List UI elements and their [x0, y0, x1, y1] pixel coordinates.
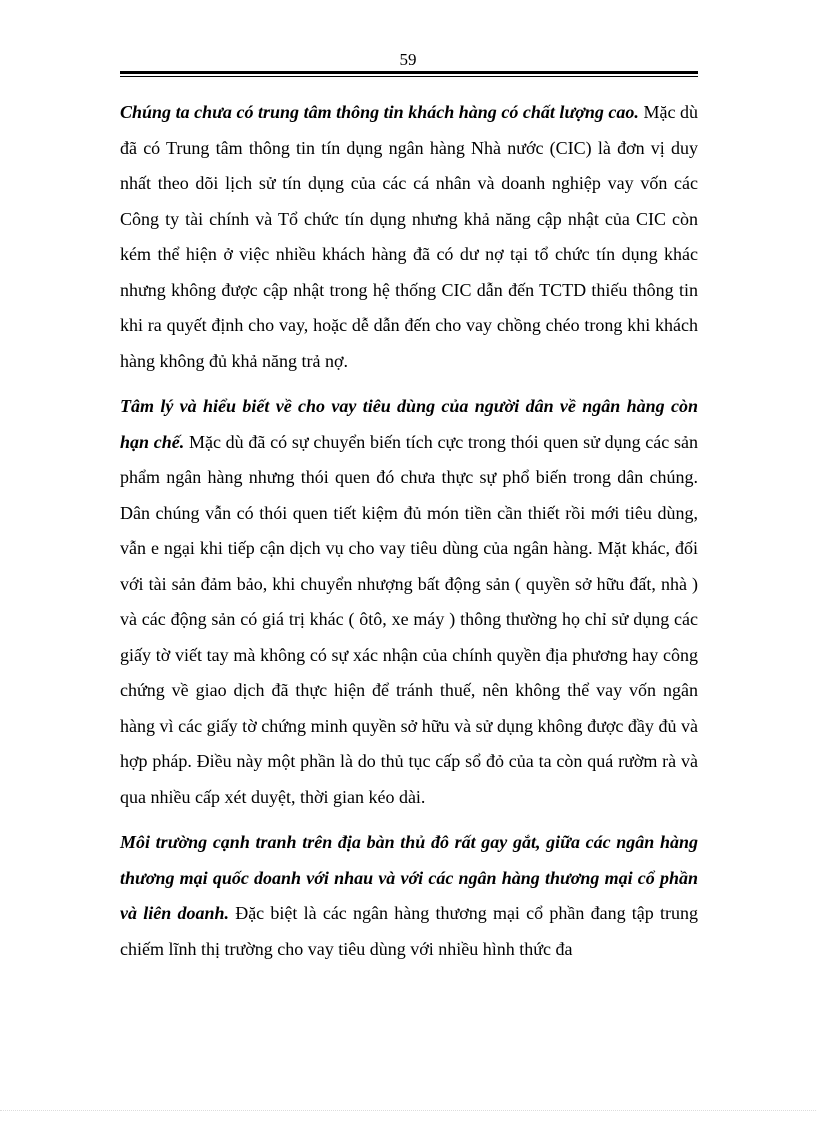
header-rule-thin — [120, 76, 698, 77]
paragraph-body: Mặc dù đã có sự chuyển biến tích cực trong thói quen sử dụng các sản phẩm ngân hàng nhưng thói quen đó chưa thực sự phổ biến trong dân chúng. Dân chúng vẫn có thói quen tiết kiệm đủ món tiền cần thiết rồi mới tiêu dùng, vẫn e ngại khi tiếp cận dịch vụ cho vay tiêu dùng của ngân hàng. Mặt khác, đối với tài sản đảm bảo, khi chuyển nhượng bất động sản ( quyền sở hữu đất, nhà ) và các động sản có giá trị khác ( ôtô, xe máy ) thông thường họ chỉ sử dụng các giấy tờ viết tay mà không có sự xác nhận của chính quyền địa phương hay công chứng về giao dịch đã thực hiện để tránh thuế, nên không thể vay vốn ngân hàng vì các giấy tờ chứng minh quyền sở hữu và sử dụng không được đầy đủ và hợp pháp. Điều này một phần là do thủ tục cấp sổ đỏ của ta còn quá rườm rà và qua nhiều cấp xét duyệt, thời gian kéo dài. — [120, 431, 698, 807]
paragraph-lead: Môi trường cạnh tranh trên địa bàn thủ đô rất gay gắt, giữa các ngân hàng thương mại quốc doanh với nhau và với các ngân hàng thương mại cổ phần và liên doanh. — [120, 832, 698, 923]
document-body — [120, 95, 698, 977]
paragraph-body: Đặc biệt là các ngân hàng thương mại cổ phần đang tập trung chiếm lĩnh thị trường cho vay tiêu dùng với nhiều hình thức đa — [120, 903, 699, 959]
paragraph-consumer-psychology — [120, 389, 698, 815]
paragraph-competition — [120, 825, 698, 967]
paragraph-body: Mặc dù đã có Trung tâm thông tin tín dụng ngân hàng Nhà nước (CIC) là đơn vị duy nhất theo dõi lịch sử tín dụng của các cá nhân và doanh nghiệp vay vốn các Công ty tài chính và Tổ chức tín dụng nhưng khả năng cập nhật của CIC còn kém thể hiện ở việc nhiều khách hàng đã có dư nợ tại tổ chức tín dụng khác nhưng không được cập nhật trong hệ thống CIC dẫn đến TCTD thiếu thông tin khi ra quyết định cho vay, hoặc dễ dẫn đến cho vay chồng chéo trong khi khách hàng không đủ khả năng trả nợ. — [120, 102, 699, 371]
paragraph-customer-info-center — [120, 95, 698, 379]
page-number: 59 — [399, 50, 417, 69]
page-bottom-divider — [0, 1110, 816, 1111]
header-rule-thick — [120, 71, 698, 74]
paragraph-lead: Chúng ta chưa có trung tâm thông tin khách hàng có chất lượng cao. — [120, 102, 639, 122]
paragraph-lead: Tâm lý và hiểu biết về cho vay tiêu dùng của người dân về ngân hàng còn hạn chế. — [120, 396, 698, 452]
